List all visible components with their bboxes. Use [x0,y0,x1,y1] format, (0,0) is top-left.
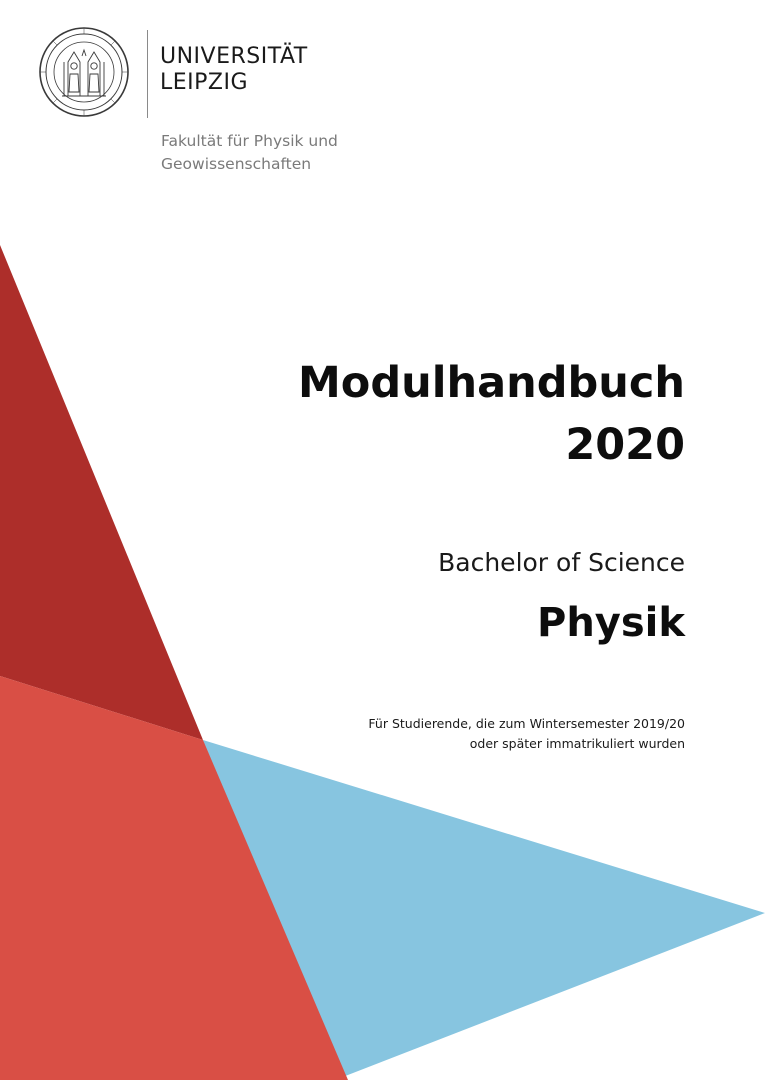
university-name-line1: UNIVERSITÄT [160,44,308,69]
university-name-line2: LEIPZIG [160,70,249,95]
document-title-line1: Modulhandbuch [298,358,685,408]
degree-label: Bachelor of Science [438,548,685,577]
university-seal-icon [38,26,130,118]
faculty-name [161,130,338,176]
eligibility-note-line2: oder später immatrikuliert wurden [469,736,685,751]
header-divider [147,30,148,118]
document-title-line2: 2020 [565,420,685,470]
dark-red-triangle [0,245,203,740]
faculty-name-line2: Geowissenschaften [161,155,312,173]
degree-subject: Physik [537,600,685,646]
faculty-name-line1: Fakultät für Physik und [161,132,338,150]
eligibility-note [368,714,685,754]
university-name [160,44,308,96]
document-title [298,352,685,476]
eligibility-note-line1: Für Studierende, die zum Wintersemester 2019/20 [368,716,685,731]
